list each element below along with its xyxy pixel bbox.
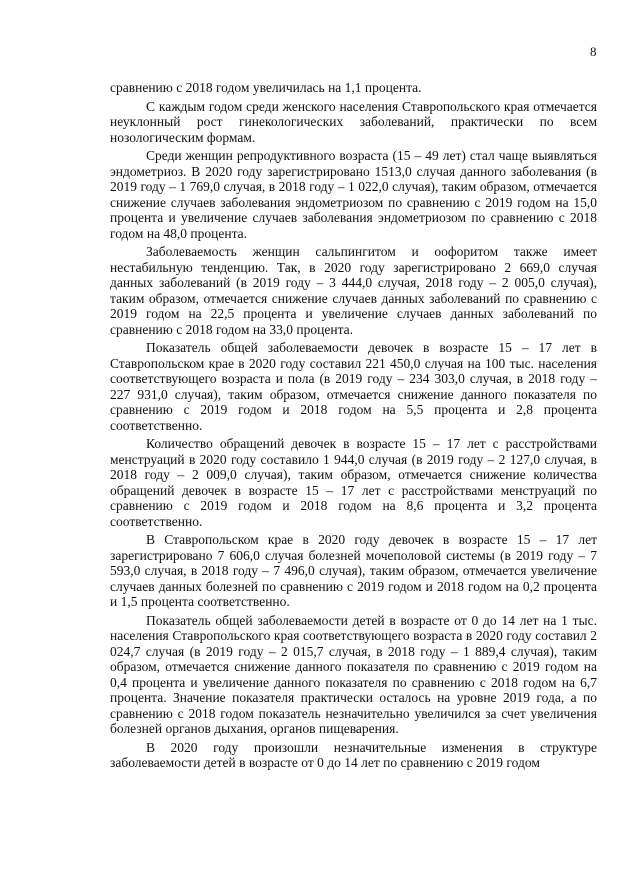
paragraph-2: С каждым годом среди женского населения Ставропольского края отмечается неуклонный рост гинекологических заболеваний, практически по всем нозологическим формам. <box>110 98 597 145</box>
paragraph-5: Показатель общей заболеваемости девочек в возрасте 15 – 17 лет в Ставропольском крае в 2020 году составил 221 450,0 случая на 100 тыс. населения соответствующего возраста и пола (в 2019 году – 234 303,0 случая, в 2018 году – 227 931,0 случая), таким образом, отмечается снижение данного показателя по сравнению с 2019 годом и 2018 годом на 5,5 процента и 2,8 процента соответственно. <box>110 340 597 433</box>
document-body <box>110 80 597 774</box>
paragraph-3: Среди женщин репродуктивного возраста (15 – 49 лет) стал чаще выявляться эндометриоз. В 2020 году зарегистрировано 1513,0 случая данного заболевания (в 2019 году – 1 769,0 случая, в 2018 году – 1 022,0 случая), таким образом, отмечается снижение случаев заболевания эндометриозом по сравнению с 2019 годом на 15,0 процента и увеличение случаев заболевания эндометриозом по сравнению с 2018 годом на 48,0 процента. <box>110 148 597 241</box>
paragraph-9: В 2020 году произошли незначительные изменения в структуре заболеваемости детей в возрасте от 0 до 14 лет по сравнению с 2019 годом <box>110 739 597 770</box>
paragraph-8: Показатель общей заболеваемости детей в возрасте от 0 до 14 лет на 1 тыс. населения Ставропольского края соответствующего возраста в 2020 году составил 2 024,7 случая (в 2019 году – 2 015,7 случая, в 2018 году – 1 889,4 случая), таким образом, отмечается снижение данного показателя по сравнению с 2019 годом на 0,4 процента и увеличение данного показателя по сравнению с 2018 годом на 6,7 процента. Значение показателя практически осталось на уровне 2019 года, а по сравнению с 2018 годом показатель незначительно увеличился за счет увеличения болезней органов дыхания, органов пищеварения. <box>110 612 597 736</box>
page-number: 8 <box>590 44 597 59</box>
paragraph-6: Количество обращений девочек в возрасте 15 – 17 лет с расстройствами менструаций в 2020 году составило 1 944,0 случая (в 2019 году – 2 127,0 случая, в 2018 году – 2 009,0 случая), таким образом, отмечается снижение количества обращений девочек в возрасте 15 – 17 лет с расстройствами менструаций по сравнению с 2019 годом и 2018 годом на 8,6 процента и 3,2 процента соответственно. <box>110 436 597 529</box>
paragraph-1: сравнению с 2018 годом увеличилась на 1,1 процента. <box>110 80 422 95</box>
paragraph-4: Заболеваемость женщин сальпингитом и оофоритом также имеет нестабильную тенденцию. Так, в 2020 году зарегистрировано 2 669,0 случая данных заболеваний (в 2019 году – 3 444,0 случая, 2018 году – 2 005,0 случая), таким образом, отмечается снижение случаев данных заболеваний по сравнению с 2019 годом на 22,5 процента и увеличение случаев данных заболеваний по сравнению с 2018 годом на 33,0 процента. <box>110 244 597 337</box>
paragraph-7: В Ставропольском крае в 2020 году девочек в возрасте 15 – 17 лет зарегистрировано 7 606,0 случая болезней мочеполовой системы (в 2019 году – 7 593,0 случая, в 2018 году – 7 496,0 случая), таким образом, отмечается увеличение случаев данных болезней по сравнению с 2019 годом и 2018 годом на 0,2 процента и 1,5 процента соответственно. <box>110 532 597 609</box>
